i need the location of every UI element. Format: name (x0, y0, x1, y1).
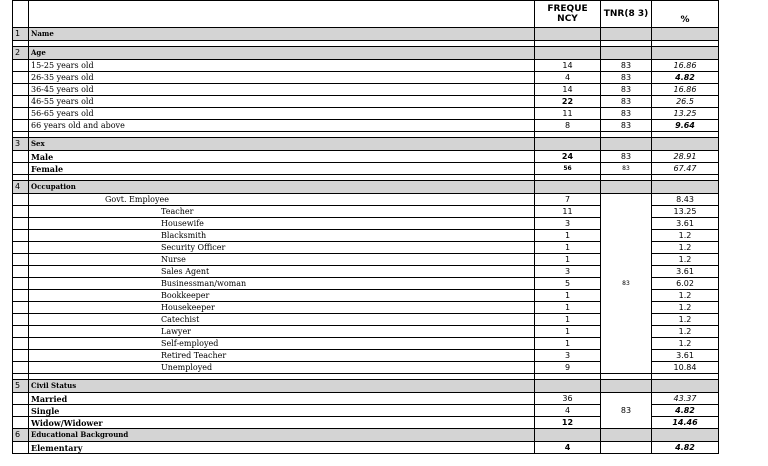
row-frequency: 36 (535, 393, 601, 405)
row-percent: 8.43 (652, 194, 719, 206)
row-label: Female (29, 163, 535, 175)
row-percent: 13.25 (652, 108, 719, 120)
header-frequency: FREQUE NCY (535, 1, 601, 28)
table-row (13, 442, 719, 454)
row-frequency: 8 (535, 120, 601, 132)
table-row (13, 96, 719, 108)
section-label: Name (29, 28, 535, 41)
row-percent: 4.82 (652, 405, 719, 417)
row-frequency: 1 (535, 230, 601, 242)
row-frequency: 12 (535, 417, 601, 429)
row-label: Elementary (29, 442, 535, 454)
row-percent: 1.2 (652, 242, 719, 254)
section-number: 1 (13, 28, 29, 41)
section-number: 4 (13, 181, 29, 194)
section-number: 5 (13, 380, 29, 393)
row-percent: 16.86 (652, 60, 719, 72)
section-label: Educational Background (29, 429, 535, 442)
row-label: Married (29, 393, 535, 405)
row-frequency: 1 (535, 302, 601, 314)
row-percent: 43.37 (652, 393, 719, 405)
row-percent: 1.2 (652, 302, 719, 314)
row-label: Businessman/woman (29, 278, 535, 290)
header-percent: % (652, 1, 719, 28)
row-percent: 10.84 (652, 362, 719, 374)
row-percent: 3.61 (652, 218, 719, 230)
section-occupation-row (13, 181, 719, 194)
row-frequency: 7 (535, 194, 601, 206)
row-percent: 4.82 (652, 72, 719, 84)
table-row (13, 72, 719, 84)
row-label: Unemployed (29, 362, 535, 374)
row-frequency: 22 (535, 96, 601, 108)
row-tnr: 83 (601, 120, 652, 132)
section-civil-status-row (13, 380, 719, 393)
row-tnr (601, 442, 652, 454)
row-percent: 28.91 (652, 151, 719, 163)
row-tnr: 83 (601, 96, 652, 108)
table-row (13, 151, 719, 163)
table-row (13, 120, 719, 132)
row-frequency: 1 (535, 326, 601, 338)
row-label: 56-65 years old (29, 108, 535, 120)
row-frequency: 4 (535, 442, 601, 454)
row-frequency: 1 (535, 254, 601, 266)
row-label: Housewife (29, 218, 535, 230)
row-tnr: 83 (601, 60, 652, 72)
row-label: 15-25 years old (29, 60, 535, 72)
section-name-row (13, 28, 719, 41)
row-label: Blacksmith (29, 230, 535, 242)
row-percent: 16.86 (652, 84, 719, 96)
header-row (13, 1, 719, 28)
section-education-row (13, 429, 719, 442)
row-percent: 1.2 (652, 314, 719, 326)
row-label: Sales Agent (29, 266, 535, 278)
row-label: Bookkeeper (29, 290, 535, 302)
row-label: Widow/Widower (29, 417, 535, 429)
row-label: Govt. Employee (29, 194, 535, 206)
row-percent: 3.61 (652, 350, 719, 362)
row-label: 66 years old and above (29, 120, 535, 132)
table-row (13, 60, 719, 72)
row-label: Security Officer (29, 242, 535, 254)
row-tnr: 83 (601, 84, 652, 96)
row-tnr-merged: 83 (601, 194, 652, 374)
row-frequency: 3 (535, 350, 601, 362)
section-label: Sex (29, 138, 535, 151)
demographic-table (12, 0, 719, 454)
row-percent: 14.46 (652, 417, 719, 429)
row-label: 46-55 years old (29, 96, 535, 108)
row-tnr: 83 (601, 163, 652, 175)
row-percent: 6.02 (652, 278, 719, 290)
row-frequency: 14 (535, 84, 601, 96)
row-percent: 1.2 (652, 326, 719, 338)
row-frequency: 11 (535, 206, 601, 218)
row-percent: 1.2 (652, 290, 719, 302)
row-label: Single (29, 405, 535, 417)
section-age-row (13, 47, 719, 60)
row-frequency: 1 (535, 314, 601, 326)
row-tnr: 83 (601, 108, 652, 120)
row-label: Catechist (29, 314, 535, 326)
table-row (13, 163, 719, 175)
section-number: 2 (13, 47, 29, 60)
row-label: Teacher (29, 206, 535, 218)
row-percent: 3.61 (652, 266, 719, 278)
row-frequency: 1 (535, 290, 601, 302)
row-tnr-merged: 83 (601, 393, 652, 429)
row-percent: 1.2 (652, 338, 719, 350)
row-percent: 1.2 (652, 254, 719, 266)
table-row (13, 108, 719, 120)
row-frequency: 3 (535, 218, 601, 230)
section-label: Age (29, 47, 535, 60)
row-percent: 26.5 (652, 96, 719, 108)
row-percent: 13.25 (652, 206, 719, 218)
row-percent: 4.82 (652, 442, 719, 454)
row-percent: 67.47 (652, 163, 719, 175)
row-frequency: 1 (535, 242, 601, 254)
table-row (13, 84, 719, 96)
row-label: Self-employed (29, 338, 535, 350)
section-number: 6 (13, 429, 29, 442)
section-label: Occupation (29, 181, 535, 194)
row-label: Housekeeper (29, 302, 535, 314)
row-frequency: 11 (535, 108, 601, 120)
row-percent: 9.64 (652, 120, 719, 132)
row-percent: 1.2 (652, 230, 719, 242)
section-label: Civil Status (29, 380, 535, 393)
row-label: Retired Teacher (29, 350, 535, 362)
row-frequency: 14 (535, 60, 601, 72)
row-frequency: 3 (535, 266, 601, 278)
row-frequency: 9 (535, 362, 601, 374)
row-label: 36-45 years old (29, 84, 535, 96)
row-frequency: 5 (535, 278, 601, 290)
table-row (13, 194, 719, 206)
row-label: 26-35 years old (29, 72, 535, 84)
header-item (29, 1, 535, 28)
table-row (13, 393, 719, 405)
row-label: Nurse (29, 254, 535, 266)
row-tnr: 83 (601, 151, 652, 163)
row-frequency: 4 (535, 72, 601, 84)
header-tnr: TNR(8 3) (601, 1, 652, 28)
section-sex-row (13, 138, 719, 151)
row-frequency: 1 (535, 338, 601, 350)
row-label: Male (29, 151, 535, 163)
row-frequency: 4 (535, 405, 601, 417)
row-frequency: 56 (535, 163, 601, 175)
row-frequency: 24 (535, 151, 601, 163)
section-number: 3 (13, 138, 29, 151)
row-tnr: 83 (601, 72, 652, 84)
row-label: Lawyer (29, 326, 535, 338)
header-no (13, 1, 29, 28)
